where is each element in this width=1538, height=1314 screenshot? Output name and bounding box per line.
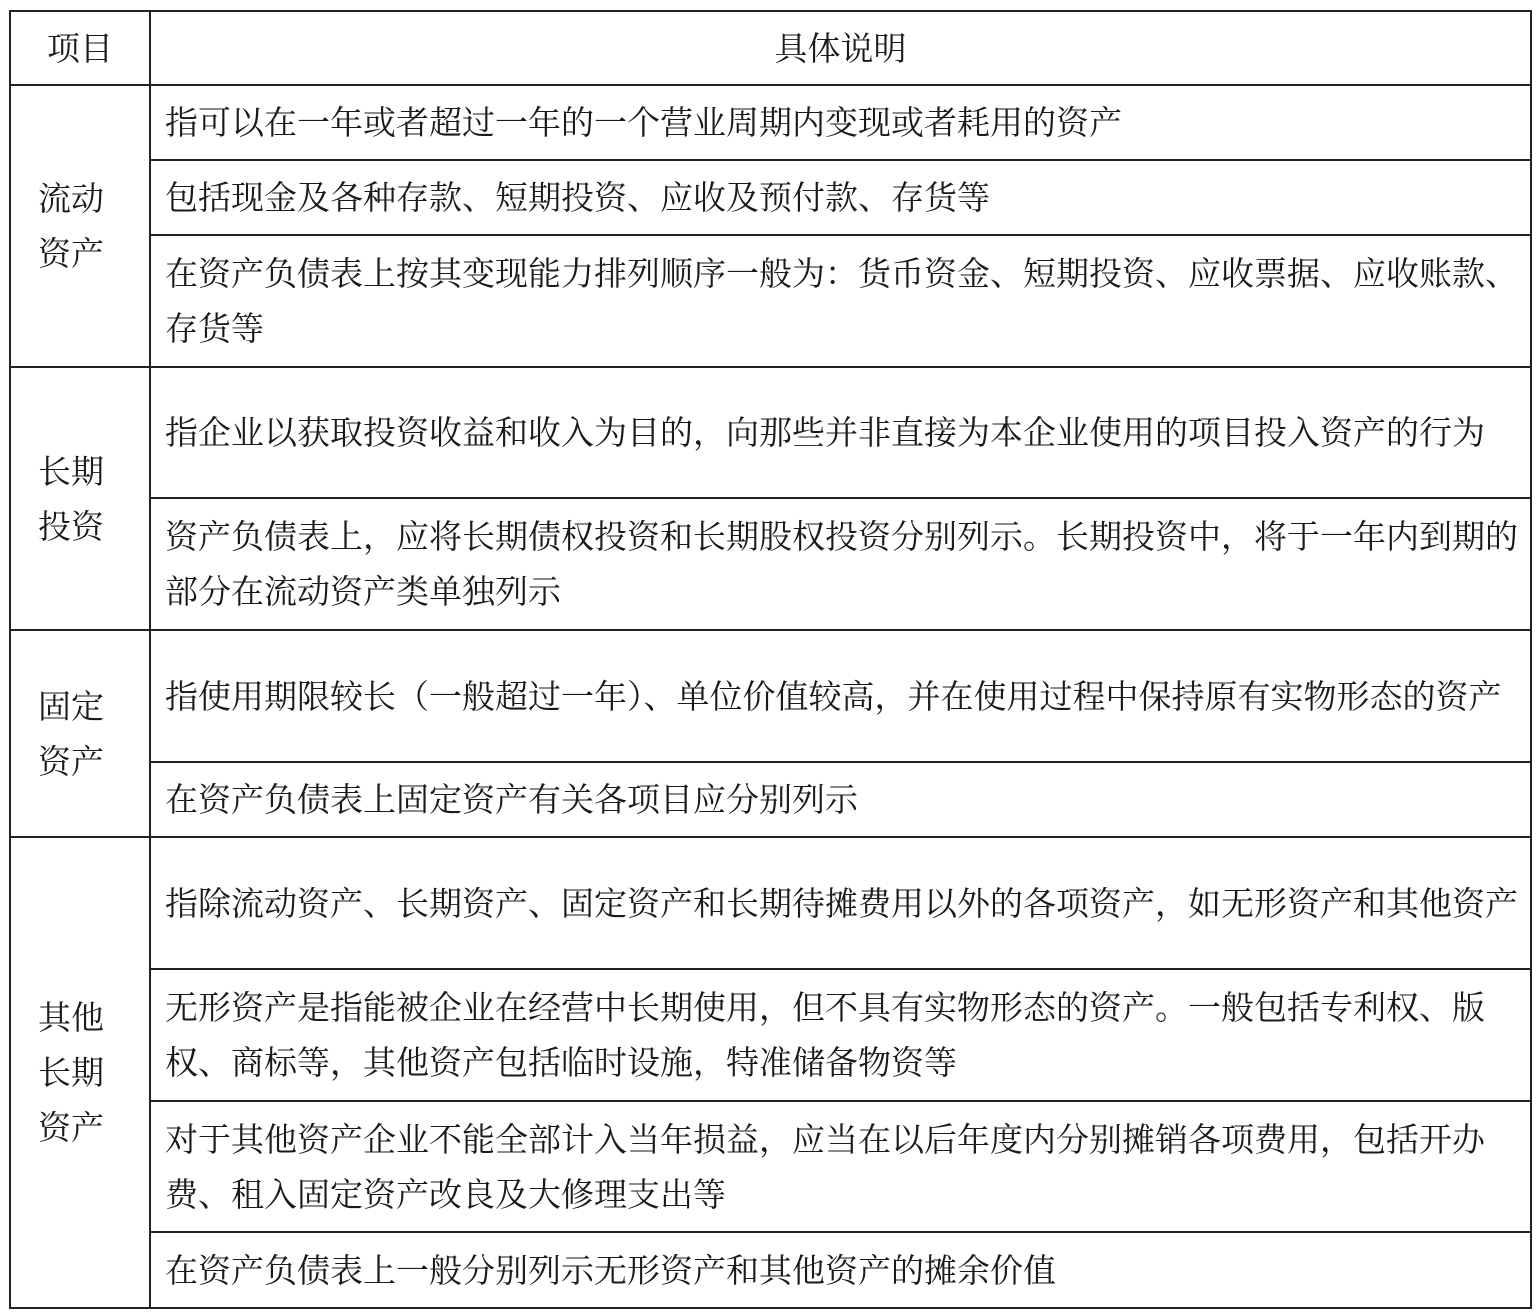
category-label: 流动资产 (38, 179, 104, 273)
table-header-row (10, 11, 1531, 85)
table-row (10, 160, 1531, 235)
category-label: 固定资产 (38, 686, 104, 781)
category-label: 长期投资 (38, 451, 104, 546)
table-row (10, 969, 1531, 1101)
table-row (10, 1101, 1531, 1232)
description-cell: 在资产负债表上按其变现能力排列顺序一般为：货币资金、短期投资、应收票据、应收账款、存货等 (150, 235, 1531, 367)
description-cell: 在资产负债表上固定资产有关各项目应分别列示 (150, 762, 1531, 837)
description-cell: 指除流动资产、长期资产、固定资产和长期待摊费用以外的各项资产，如无形资产和其他资产 (150, 837, 1531, 969)
description-cell: 包括现金及各种存款、短期投资、应收及预付款、存货等 (150, 160, 1531, 235)
table-row (10, 85, 1531, 160)
header-description: 具体说明 (150, 11, 1531, 85)
description-cell: 资产负债表上，应将长期债权投资和长期股权投资分别列示。长期投资中，将于一年内到期的部分在流动资产类单独列示 (150, 498, 1531, 630)
table-row (10, 630, 1531, 762)
description-cell: 指使用期限较长（一般超过一年）、单位价值较高，并在使用过程中保持原有实物形态的资产 (150, 630, 1531, 762)
description-cell: 无形资产是指能被企业在经营中长期使用，但不具有实物形态的资产。一般包括专利权、版权、商标等，其他资产包括临时设施，特准储备物资等 (150, 969, 1531, 1101)
table-row (10, 235, 1531, 367)
header-item: 项目 (10, 11, 150, 85)
category-fixed-assets (10, 630, 150, 837)
table-row (10, 367, 1531, 498)
description-cell: 在资产负债表上一般分别列示无形资产和其他资产的摊余价值 (150, 1232, 1531, 1308)
table-row (10, 762, 1531, 837)
category-label: 其他长期资产 (38, 998, 104, 1147)
category-current-assets (10, 85, 150, 367)
category-long-term-investment (10, 367, 150, 630)
description-cell: 对于其他资产企业不能全部计入当年损益，应当在以后年度内分别摊销各项费用，包括开办费、租入固定资产改良及大修理支出等 (150, 1101, 1531, 1232)
asset-description-table (9, 10, 1532, 1309)
description-cell: 指可以在一年或者超过一年的一个营业周期内变现或者耗用的资产 (150, 85, 1531, 160)
table-row (10, 1232, 1531, 1308)
table-row (10, 498, 1531, 630)
table-row (10, 837, 1531, 969)
description-cell: 指企业以获取投资收益和收入为目的，向那些并非直接为本企业使用的项目投入资产的行为 (150, 367, 1531, 498)
category-other-long-term-assets (10, 837, 150, 1308)
